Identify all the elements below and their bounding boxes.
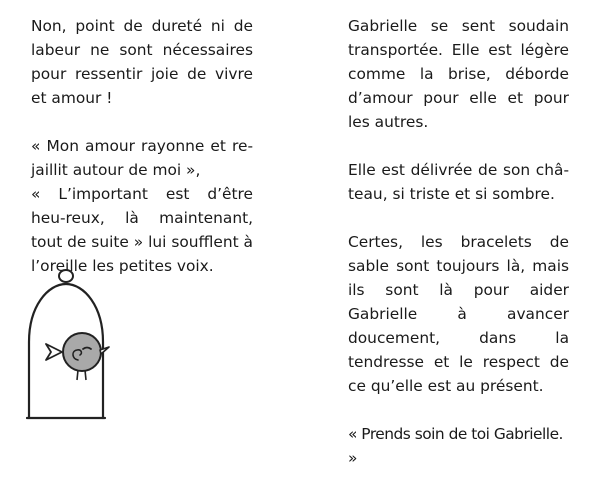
- bird-in-cage-icon: [26, 268, 144, 430]
- left-paragraph-3: « L’important est d’être heu-reux, là maintenant, tout de suite » lui soufflent à l’oreille les petites voix.: [31, 185, 253, 275]
- right-paragraph-1: Gabrielle se sent soudain transportée. Elle est légère comme la brise, déborde d’amour pour elle et pour les autres.: [348, 17, 569, 131]
- bird-tail: [46, 344, 62, 360]
- left-paragraph-1: Non, point de dureté ni de labeur ne sont nécessaires pour ressentir joie de vivre et amour !: [31, 17, 253, 107]
- left-paragraph-2: « Mon amour rayonne et re-jaillit autour de moi »,: [31, 137, 253, 179]
- bird-leg-right: [85, 370, 86, 380]
- cage-ring: [59, 270, 73, 282]
- right-column: [348, 14, 569, 494]
- bird-leg-left: [77, 370, 78, 380]
- left-column: [31, 14, 253, 302]
- right-paragraph-3: Certes, les bracelets de sable sont toujours là, mais ils sont là pour aider Gabrielle à avancer doucement, dans la tendresse et le respect de ce qu’elle est au présent.: [348, 233, 569, 395]
- right-paragraph-4: « Prends soin de toi Gabrielle. »: [348, 425, 563, 467]
- right-paragraph-2: Elle est délivrée de son châ-teau, si triste et si sombre.: [348, 161, 569, 203]
